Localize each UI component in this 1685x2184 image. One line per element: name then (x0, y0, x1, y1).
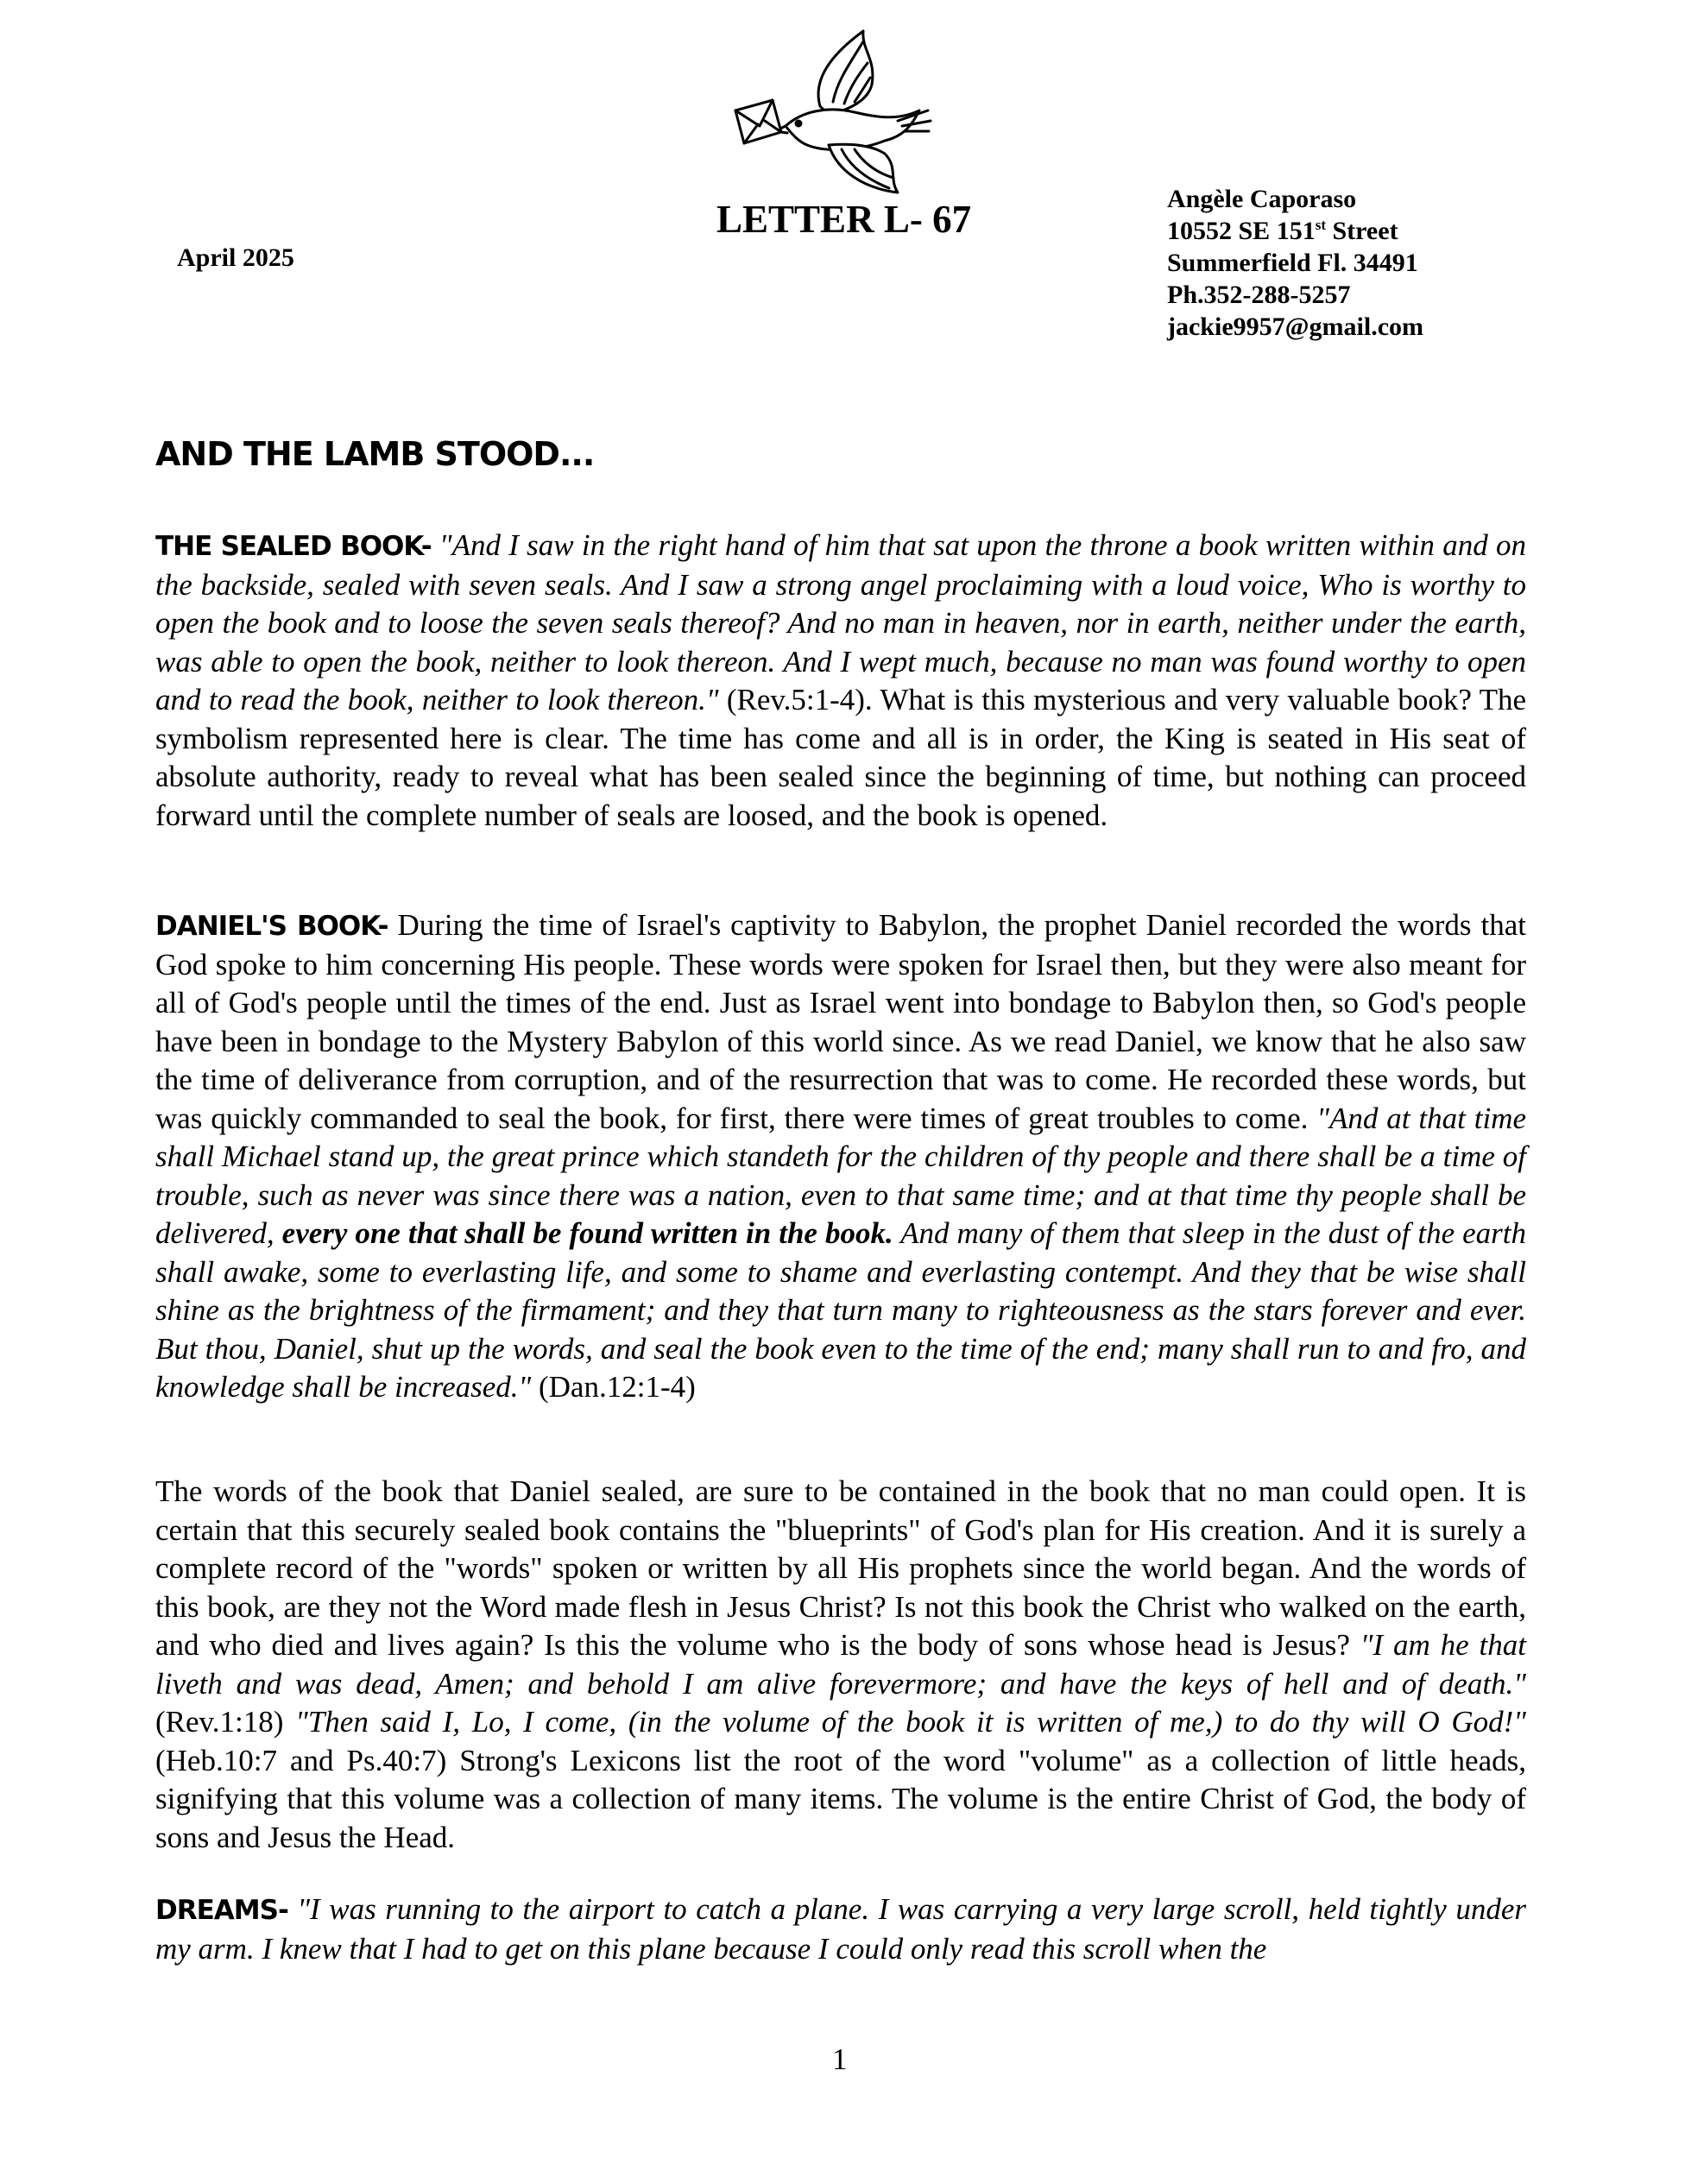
page-number: 1 (832, 2042, 848, 2076)
quote-revelation-5: "And I saw in the right hand of him that sat upon the throne a book written within and on the backside, sealed with seven seals. And I saw a strong angel proclaiming with a loud voice, Who is worthy to open the book and to loose the seven seals thereof? And no man in heaven, nor in earth, neither under the earth, was able to open the book, neither to look thereon. And I wept much, because no man was found worthy to open and to read the book, neither to look thereon." (155, 528, 1526, 716)
quote-daniel-12-emphasis: every one that shall be found written in the book. (281, 1216, 893, 1250)
daniels-book-body: During the time of Israel's captivity to Babylon, the prophet Daniel recorded the words that God spoke to him concerning His people. These words were spoken for Israel then, but they were also meant for all of God's people until the times of the end. Just as Israel went into bondage to Babylon then, so God's people have been in bondage to the Mystery Babylon of this world since. As we read Daniel, we know that he also saw the time of deliverance from corruption, and of the resurrection that was to come. He recorded these words, but was quickly commanded to seal the book, for first, there were times of great troubles to come. (155, 908, 1526, 1135)
street-number: 10552 SE 151 (1167, 217, 1316, 245)
quote-revelation-1: "I am he that liveth and was dead, Amen; and behold I am alive forevermore; and have the keys of hell and of death." (155, 1628, 1526, 1701)
street-ordinal-suffix: st (1315, 217, 1326, 233)
revelation-reference: (Rev.1:18) (155, 1705, 296, 1739)
paragraph-dreams (155, 1890, 1526, 1968)
dream-quote: "I was running to the airport to catch a plane. I was carrying a very large scroll, held tightly under my arm. I knew that I had to get on this plane because I could only read this scroll when the (155, 1892, 1526, 1966)
paragraph-sealed-book (155, 527, 1526, 835)
sender-name: Angèle Caporaso (1167, 185, 1357, 213)
paragraph-volume (155, 1473, 1526, 1857)
section-label-sealed-book: THE SEALED BOOK- (155, 531, 432, 562)
street-name: Street (1325, 217, 1398, 245)
main-heading: AND THE LAMB STOOD... (155, 435, 595, 473)
quote-daniel-12-part-a: "And at that time shall Michael stand up, the great prince which standeth for the children of thy people and there shall be a time of trouble, such as never was since there was a nation, even to that same time; and at that time thy people shall be delivered, (155, 1101, 1526, 1250)
sealed-book-body: (Rev.5:1-4). What is this mysterious and very valuable book? The symbolism represented here is clear. The time has come and all is in order, the King is seated in His seat of absolute authority, ready to reveal what has been sealed since the beginning of time, but nothing can proceed forward until the complete number of seals are loosed, and the book is opened. (155, 683, 1526, 832)
sender-address-block (1167, 183, 1423, 343)
sender-phone: Ph.352-288-5257 (1167, 281, 1351, 309)
sender-city: Summerfield Fl. 34491 (1167, 249, 1418, 277)
dove-with-letter-icon (725, 24, 932, 197)
volume-body-b: (Heb.10:7 and Ps.40:7) Strong's Lexicons list the root of the word "volume" as a collection of little heads, signifying that this volume was a collection of many items. The volume is the entire Christ of God, the body of sons and Jesus the Head. (155, 1743, 1526, 1854)
sender-street (1167, 215, 1423, 247)
section-label-dreams: DREAMS- (155, 1895, 288, 1926)
quote-daniel-12-part-b: And many of them that sleep in the dust of the earth shall awake, some to everlasting life, and some to shame and everlasting contempt. And they that be wise shall shine as the brightness of the firmament; and they that turn many to righteousness as the stars forever and ever. But thou, Daniel, shut up the words, and seal the book even to the time of the end; many shall run to and fro, and knowledge shall be increased." (155, 1216, 1526, 1404)
quote-hebrews-10: "Then said I, Lo, I come, (in the volume of the book it is written of me,) to do thy will O God!" (295, 1705, 1526, 1739)
daniel-reference: (Dan.12:1-4) (531, 1370, 696, 1404)
volume-body-a: The words of the book that Daniel sealed, are sure to be contained in the book that no man could open. It is certain that this securely sealed book contains the "blueprints" of God's plan for His creation. And it is surely a complete record of the "words" spoken or written by all His prophets since the world began. And the words of this book, are they not the Word made flesh in Jesus Christ? Is not this book the Christ who walked on the earth, and who died and lives again? Is this the volume who is the body of sons whose head is Jesus? (155, 1474, 1526, 1662)
paragraph-daniels-book (155, 906, 1526, 1407)
letter-date: April 2025 (177, 243, 294, 272)
section-label-daniels-book: DANIEL'S BOOK- (155, 911, 388, 942)
letter-title: LETTER L- 67 (716, 198, 972, 241)
sender-email: jackie9957@gmail.com (1167, 312, 1424, 341)
